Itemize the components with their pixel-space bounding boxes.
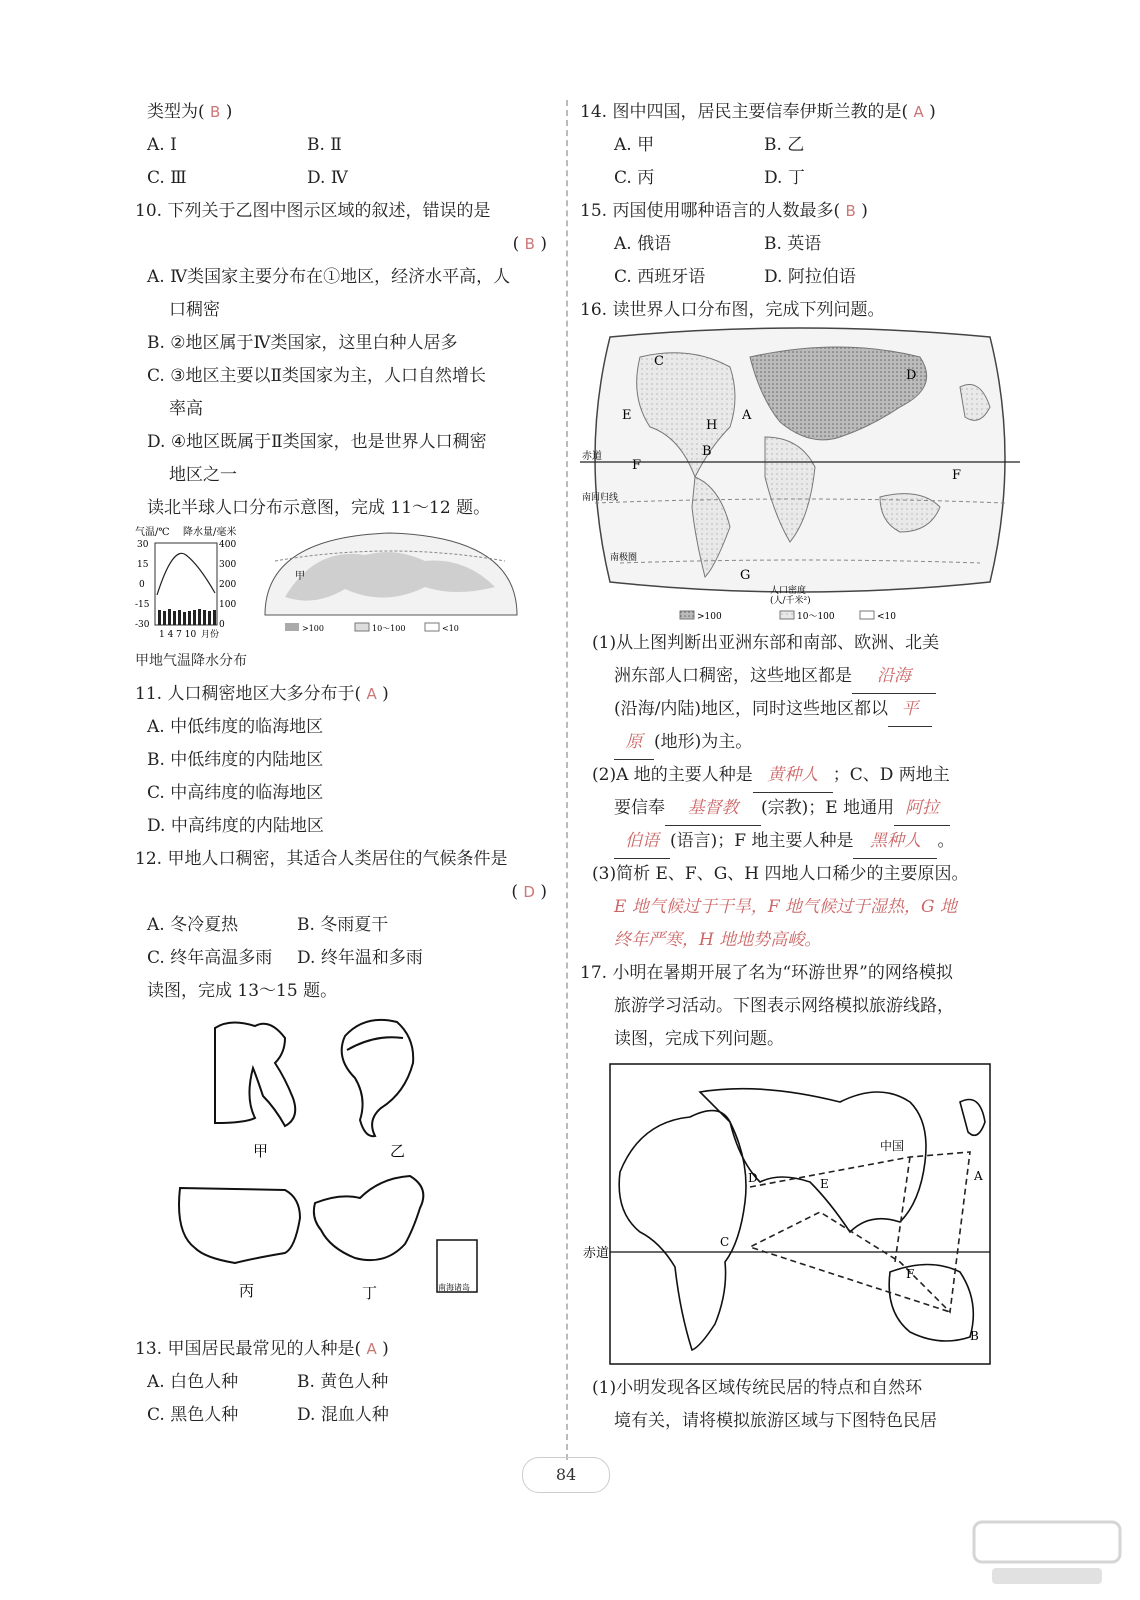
- svg-text:赤道: 赤道: [582, 451, 602, 462]
- world-population-map: [580, 327, 1020, 627]
- climate-chart: [135, 525, 245, 643]
- q16-blank-plain-a: 平: [888, 693, 932, 727]
- map-letter-h: H: [706, 418, 718, 433]
- svg-text:<10: <10: [442, 624, 459, 633]
- q11-option: B. 中低纬度的内陆地区: [147, 750, 324, 770]
- q16-blank-coastal: 沿海: [852, 660, 936, 694]
- q9-options-row1: A. Ⅰ B. Ⅱ: [147, 135, 342, 155]
- q10-answer-line: ( B ): [512, 234, 547, 254]
- svg-text:0: 0: [219, 620, 225, 630]
- q16-blank-language-b: 伯语: [614, 825, 670, 859]
- svg-text:15: 15: [137, 560, 149, 570]
- map-label-d: D: [748, 1171, 758, 1185]
- svg-text:月份: 月份: [201, 630, 220, 640]
- q13-stem: 13. 甲国居民最常见的人种是( A ): [135, 1339, 389, 1359]
- q11-option: C. 中高纬度的临海地区: [147, 783, 324, 803]
- figure-row-climate-map: [135, 525, 555, 645]
- travel-route-map: [580, 1062, 1020, 1372]
- map-letter-e: E: [622, 408, 632, 423]
- q11-option: D. 中高纬度的内陆地区: [147, 816, 324, 836]
- svg-text:100: 100: [219, 600, 237, 610]
- country-yi-outline: [342, 1020, 414, 1136]
- read-instruction-13-15: 读图，完成 13～15 题。: [147, 981, 338, 1001]
- q15-stem: 15. 丙国使用哪种语言的人数最多( B ): [580, 201, 868, 221]
- svg-text:10～100: 10～100: [372, 624, 406, 633]
- q17-stem1: 17. 小明在暑期开展了名为“环游世界”的网络模拟: [580, 963, 953, 983]
- map-letter-f2: F: [952, 468, 962, 483]
- q14-stem: 14. 图中四国，居民主要信奉伊斯兰教的是( A ): [580, 102, 936, 122]
- svg-text:200: 200: [219, 580, 237, 590]
- map-label-china: 中国: [880, 1139, 905, 1153]
- equator-label: 赤道: [583, 1246, 610, 1261]
- q10-option: 率高: [169, 399, 203, 419]
- q11-option: A. 中低纬度的临海地区: [147, 717, 324, 737]
- q9-options-row2: C. Ⅲ D. Ⅳ: [147, 168, 348, 188]
- q17-stem2: 旅游学习活动。下图表示网络模拟旅游线路，: [614, 996, 954, 1016]
- svg-text:300: 300: [219, 560, 237, 570]
- map-label-c: C: [720, 1235, 730, 1249]
- q9-tail: 类型为( B ): [147, 102, 233, 122]
- q13-options-row2: C. 黑色人种 D. 混血人种: [147, 1405, 389, 1425]
- inset-label: 南海诸岛: [438, 1283, 470, 1292]
- q11-stem: 11. 人口稠密地区大多分布于( A ): [135, 684, 389, 704]
- svg-text:-30: -30: [135, 620, 150, 630]
- q16-p1-line1: (1)从上图判断出亚洲东部和南部、欧洲、北美: [592, 633, 940, 653]
- q12-options-row1: A. 冬冷夏热 B. 冬雨夏干: [147, 915, 389, 935]
- svg-text:10～100: 10～100: [797, 612, 835, 622]
- q16-blank-race: 黄种人: [753, 759, 833, 793]
- q11-answer: A: [366, 685, 377, 703]
- map-label-a: A: [974, 1169, 983, 1183]
- q16-p1-line2: 洲东部人口稠密，这些地区都是 沿海: [580, 660, 1020, 693]
- q10-option: C. ③地区主要以Ⅱ类国家为主，人口自然增长: [147, 366, 487, 386]
- label-jia: 甲: [253, 1142, 269, 1160]
- label-ding: 丁: [362, 1284, 378, 1302]
- svg-text:30: 30: [137, 540, 149, 550]
- q17-stem3: 读图，完成下列问题。: [614, 1029, 784, 1049]
- page-number: 84: [522, 1457, 610, 1493]
- q16-blank-race-f: 黑种人: [853, 825, 937, 859]
- q16-blank-religion: 基督教: [665, 792, 761, 826]
- q9-answer: B: [210, 103, 221, 121]
- q17-p1-line2: 境有关，请将模拟旅游区域与下图特色民居: [614, 1411, 937, 1431]
- q13-options-row1: A. 白色人种 B. 黄色人种: [147, 1372, 389, 1392]
- svg-text:>100: >100: [697, 612, 722, 622]
- svg-text:1 4 7 10: 1 4 7 10: [159, 630, 197, 640]
- q12-answer-line: ( D ): [511, 882, 547, 902]
- map-label-e: E: [820, 1177, 829, 1191]
- temp-axis-title: 气温/℃: [135, 527, 170, 538]
- q15-options-row1: A. 俄语 B. 英语: [614, 234, 822, 254]
- northern-hemisphere-population-map: [255, 527, 525, 637]
- q12-options-row2: C. 终年高温多雨 D. 终年温和多雨: [147, 948, 423, 968]
- left-column: [135, 96, 555, 1432]
- svg-text:南极圈: 南极圈: [610, 553, 638, 563]
- svg-text:(人/千米²): (人/千米²): [770, 596, 811, 606]
- climate-caption: 甲地气温降水分布: [135, 653, 247, 669]
- svg-text:-15: -15: [135, 600, 150, 610]
- svg-text:>100: >100: [302, 624, 324, 633]
- q16-blank-plain-b: 原: [614, 726, 654, 760]
- q16-p3-answer2: 终年严寒，H 地地势高峻。: [614, 930, 822, 950]
- q14-answer: A: [913, 103, 924, 121]
- map-letter-d: D: [906, 368, 917, 383]
- svg-text:人口密度: 人口密度: [770, 586, 807, 596]
- q10-option: D. ④地区既属于Ⅱ类国家，也是世界人口稠密: [147, 432, 487, 452]
- q16-p2-line1: (2)A 地的主要人种是 黄种人 ；C、D 两地主: [580, 759, 1020, 792]
- q16-p2-line2: 要信奉 基督教 (宗教)；E 地通用 阿拉: [580, 792, 1020, 825]
- q12-stem: 12. 甲地人口稠密，其适合人类居住的气候条件是: [135, 849, 508, 869]
- map-letter-b: B: [702, 444, 712, 459]
- q10-option: 地区之一: [169, 465, 237, 485]
- q16-p3-answer1: E 地气候过于干旱，F 地气候过于湿热，G 地: [614, 897, 957, 917]
- country-jia-outline: [215, 1022, 295, 1126]
- map-label-jia: 甲: [295, 571, 305, 582]
- country-outlines-figure: [135, 1008, 555, 1333]
- rain-axis-title: 降水量/毫米: [183, 527, 237, 538]
- right-column: [580, 96, 1020, 1438]
- q16-p3: (3)简析 E、F、G、H 四地人口稀少的主要原因。: [592, 864, 969, 884]
- column-divider: [566, 100, 568, 1460]
- country-ding-outline: [314, 1176, 423, 1260]
- map-label-b: B: [970, 1329, 979, 1343]
- q10-option: B. ②地区属于Ⅳ类国家，这里白种人居多: [147, 333, 458, 353]
- watermark-logo: [972, 1520, 1122, 1588]
- q10-option: A. Ⅳ类国家主要分布在①地区，经济水平高，人: [147, 267, 511, 287]
- map-letter-g: G: [740, 568, 751, 583]
- q16-stem: 16. 读世界人口分布图，完成下列问题。: [580, 300, 885, 320]
- q10-stem: 10. 下列关于乙图中图示区域的叙述，错误的是: [135, 201, 491, 221]
- q14-options-row1: A. 甲 B. 乙: [614, 135, 805, 155]
- label-yi: 乙: [390, 1142, 406, 1160]
- svg-text:400: 400: [219, 540, 237, 550]
- q15-answer: B: [845, 202, 856, 220]
- svg-text:0: 0: [139, 580, 145, 590]
- label-bing: 丙: [239, 1282, 255, 1300]
- map-letter-f: F: [632, 458, 642, 473]
- read-instruction-11-12: 读北半球人口分布示意图，完成 11～12 题。: [147, 498, 491, 518]
- q16-p1-line4: 原 (地形)为主。: [580, 726, 1020, 759]
- country-bing-outline: [179, 1188, 300, 1263]
- q10-option: 口稠密: [169, 300, 220, 320]
- q13-answer: A: [366, 1340, 377, 1358]
- svg-text:<10: <10: [877, 612, 896, 622]
- q15-options-row2: C. 西班牙语 D. 阿拉伯语: [614, 267, 856, 287]
- map-label-f: F: [906, 1267, 915, 1281]
- q16-p2-line3: 伯语 (语言)；F 地主要人种是 黑种人 。: [580, 825, 1020, 858]
- q17-p1-line1: (1)小明发现各区域传统民居的特点和自然环: [592, 1378, 923, 1398]
- q16-p1-line3: (沿海/内陆)地区，同时这些地区都以 平: [580, 693, 1020, 726]
- map-letter-c: C: [654, 354, 664, 369]
- map-letter-a: A: [742, 408, 752, 423]
- q14-options-row2: C. 丙 D. 丁: [614, 168, 805, 188]
- svg-text:南回归线: 南回归线: [582, 493, 619, 503]
- q16-blank-language-a: 阿拉: [894, 792, 950, 826]
